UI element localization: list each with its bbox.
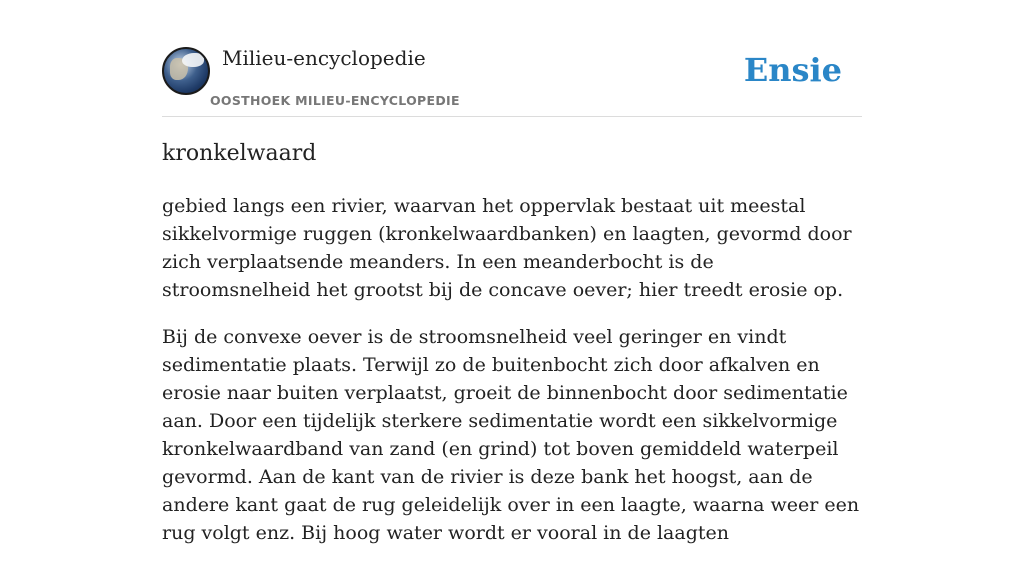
- site-title[interactable]: Milieu-encyclopedie: [222, 46, 426, 70]
- entry-title: kronkelwaard: [162, 141, 317, 166]
- ensie-logo[interactable]: Ensie: [743, 51, 842, 89]
- entry-body: [162, 192, 862, 566]
- earth-globe-icon[interactable]: [162, 47, 210, 95]
- page-container: [162, 0, 862, 544]
- paragraph: Bij de convexe oever is de stroomsnelheid veel geringer en vindt sedimentatie plaats. Terwijl zo de buitenbocht zich door afkalven en erosie naar buiten verplaatst, groeit de binnenbocht door sedimentatie aan. Door een tijdelijk sterkere sedimentatie wordt een sikkelvormige kronkelwaardband van zand (en grind) tot boven gemiddeld waterpeil gevormd. Aan de kant van de rivier is deze bank het hoogst, aan de andere kant gaat de rug geleidelijk over in een laagte, waarna weer een rug volgt enz. Bij hoog water wordt er vooral in de laagten: [162, 326, 860, 544]
- site-subtitle: OOSTHOEK MILIEU-ENCYCLOPEDIE: [210, 93, 460, 108]
- paragraph: gebied langs een rivier, waarvan het oppervlak bestaat uit meestal sikkelvormige ruggen (kronkelwaardbanken) en laagten, gevormd door zich verplaatsende meanders. In een meanderbocht is de stroomsnelheid het grootst bij de concave oever; hier treedt erosie op.: [162, 195, 852, 301]
- site-header: [162, 0, 862, 117]
